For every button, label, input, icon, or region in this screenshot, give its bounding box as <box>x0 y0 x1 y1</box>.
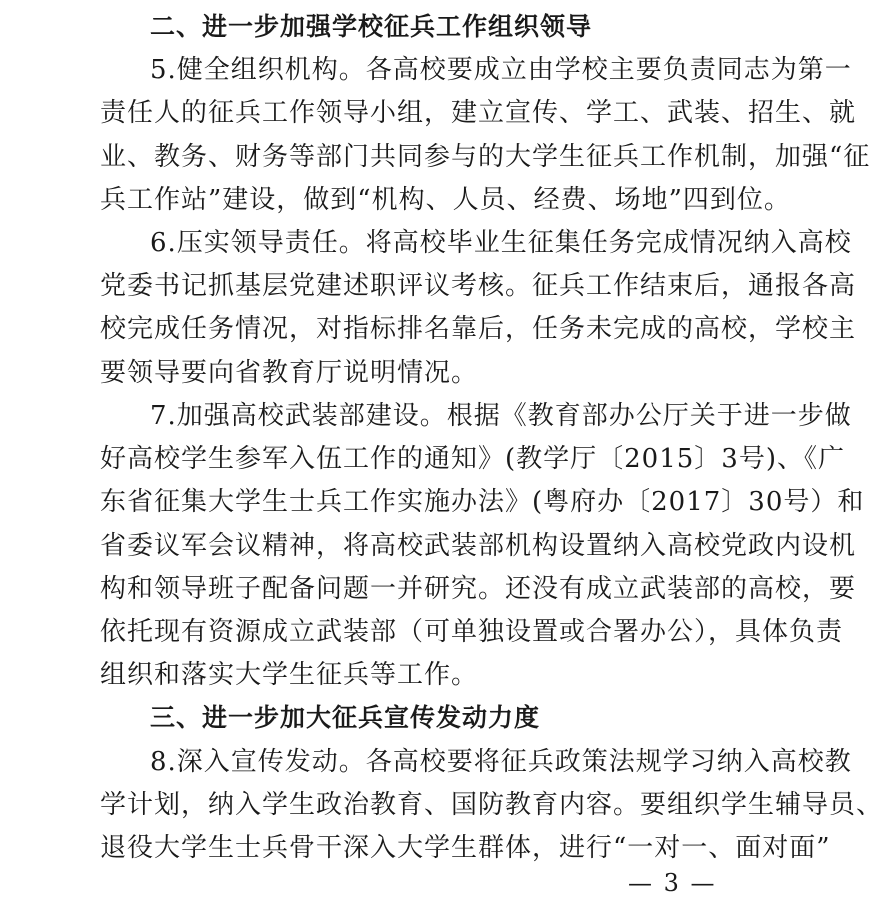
para-7-line-4: 省委议军会议精神，将高校武装部机构设置纳入高校党政内设机 <box>100 531 857 561</box>
para-6-line-3: 校完成任务情况，对指标排名靠后，任务未完成的高校，学校主 <box>100 314 857 344</box>
para-8-line-2: 学计划，纳入学生政治教育、国防教育内容。要组织学生辅导员、 <box>100 790 883 820</box>
para-7-line-6: 依托现有资源成立武装部（可单独设置或合署办公），具体负责 <box>100 617 844 647</box>
para-7-line-3: 东省征集大学生士兵工作实施办法》(粤府办〔2017〕30号）和 <box>100 487 865 517</box>
para-8-line-3: 退役大学生士兵骨干深入大学生群体，进行“一对一、面对面” <box>100 833 831 863</box>
para-6-line-2: 党委书记抓基层党建述职评议考核。征兵工作结束后，通报各高 <box>100 271 857 301</box>
para-7-line-5: 构和领导班子配备问题一并研究。还没有成立武装部的高校，要 <box>100 574 857 604</box>
para-5-line-3: 业、教务、财务等部门共同参与的大学生征兵工作机制，加强“征 <box>100 142 871 172</box>
section-heading-2: 二、进一步加强学校征兵工作组织领导 <box>150 12 593 41</box>
para-7-line-1: 7.加强高校武装部建设。根据《教育部办公厅关于进一步做 <box>150 401 852 431</box>
para-7-line-7: 组织和落实大学生征兵等工作。 <box>100 660 479 690</box>
para-7-line-2: 好高校学生参军入伍工作的通知》(教学厅〔2015〕3号)、《广 <box>100 444 845 474</box>
para-5-line-1: 5.健全组织机构。各高校要成立由学校主要负责同志为第一 <box>150 55 852 85</box>
para-8-line-1: 8.深入宣传发动。各高校要将征兵政策法规学习纳入高校教 <box>150 747 852 777</box>
para-5-line-4: 兵工作站”建设，做到“机构、人员、经费、场地”四到位。 <box>100 185 791 215</box>
section-heading-3: 三、进一步加大征兵宣传发动力度 <box>150 703 541 732</box>
para-6-line-4: 要领导要向省教育厅说明情况。 <box>100 358 479 388</box>
para-6-line-1: 6.压实领导责任。将高校毕业生征集任务完成情况纳入高校 <box>150 228 852 258</box>
para-5-line-2: 责任人的征兵工作领导小组，建立宣传、学工、武装、招生、就 <box>100 98 857 128</box>
page-number: — 3 — <box>628 869 717 897</box>
